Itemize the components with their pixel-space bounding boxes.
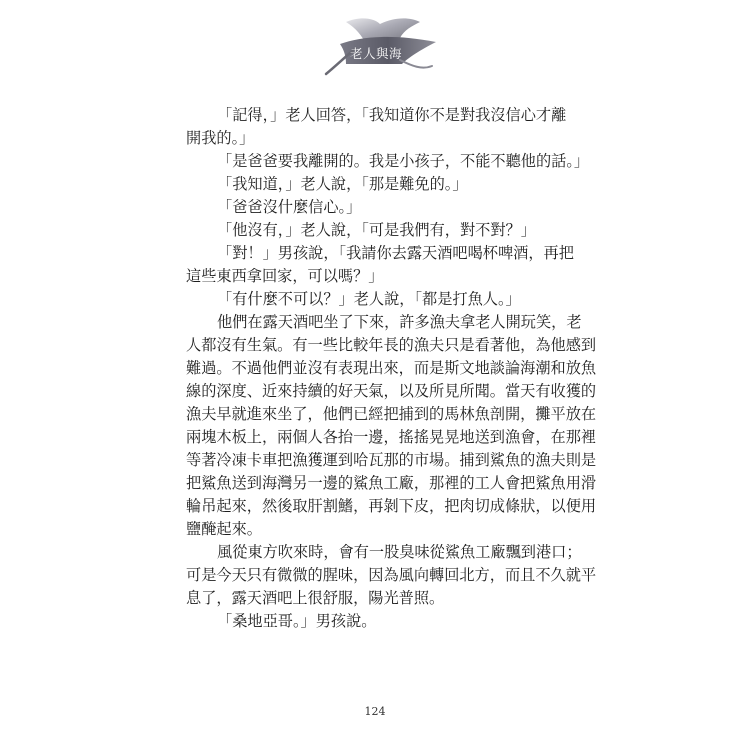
text-line: 人都沒有生氣。有一些比較年長的漁夫只是看著他，為他感到 [186,336,597,354]
text-line: 等著冷凍卡車把漁獲運到哈瓦那的市場。捕到鯊魚的漁夫則是 [186,451,597,469]
text-line: 開我的。」 [186,129,255,147]
page-number: 124 [364,705,386,718]
header-logo [316,14,442,76]
page-body [186,104,597,633]
text-line: 兩塊木板上，兩個人各抬一邊，搖搖晃晃地送到漁會，在那裡 [186,428,597,446]
text-line: 可是今天只有微微的腥味，因為風向轉回北方，而且不久就平 [186,566,597,584]
text-line: 「記得，」老人回答，「我知道你不是對我沒信心才離 [217,106,567,124]
text-line: 「桑地亞哥。」男孩說。 [217,612,377,630]
text-line: 這些東西拿回家，可以嗎？」 [186,267,384,285]
text-line: 息了，露天酒吧上很舒服，陽光普照。 [186,589,445,607]
text-line: 把鯊魚送到海灣另一邊的鯊魚工廠，那裡的工人會把鯊魚用滑 [186,474,597,492]
text-line: 「對！」男孩說，「我請你去露天酒吧喝杯啤酒，再把 [217,244,574,262]
text-line: 輪吊起來，然後取肝割鰭，再剝下皮，把肉切成條狀，以便用 [186,497,597,515]
text-line: 風從東方吹來時，會有一股臭味從鯊魚工廠飄到港口； [217,543,582,561]
book-title: 老人與海 [350,46,403,61]
text-line: 「我知道，」老人說，「那是難免的。」 [217,175,468,193]
text-line: 「有什麼不可以？」老人說，「都是打魚人。」 [217,290,521,308]
text-line: 線的深度、近來持續的好天氣，以及所見所聞。當天有收獲的 [186,382,597,400]
text-line: 難過。不過他們並沒有表現出來，而是斯文地談論海潮和放魚 [186,359,597,377]
text-line: 「他沒有，」老人說，「可是我們有，對不對？」 [217,221,536,239]
text-line: 他們在露天酒吧坐了下來，許多漁夫拿老人開玩笑，老 [217,313,582,331]
text-line: 漁夫早就進來坐了，他們已經把捕到的馬林魚剖開，攤平放在 [186,405,597,423]
text-line: 鹽醃起來。 [186,520,262,538]
text-line: 「是爸爸要我離開的。我是小孩子，不能不聽他的話。」 [217,152,590,170]
text-line: 「爸爸沒什麼信心。」 [217,198,362,216]
